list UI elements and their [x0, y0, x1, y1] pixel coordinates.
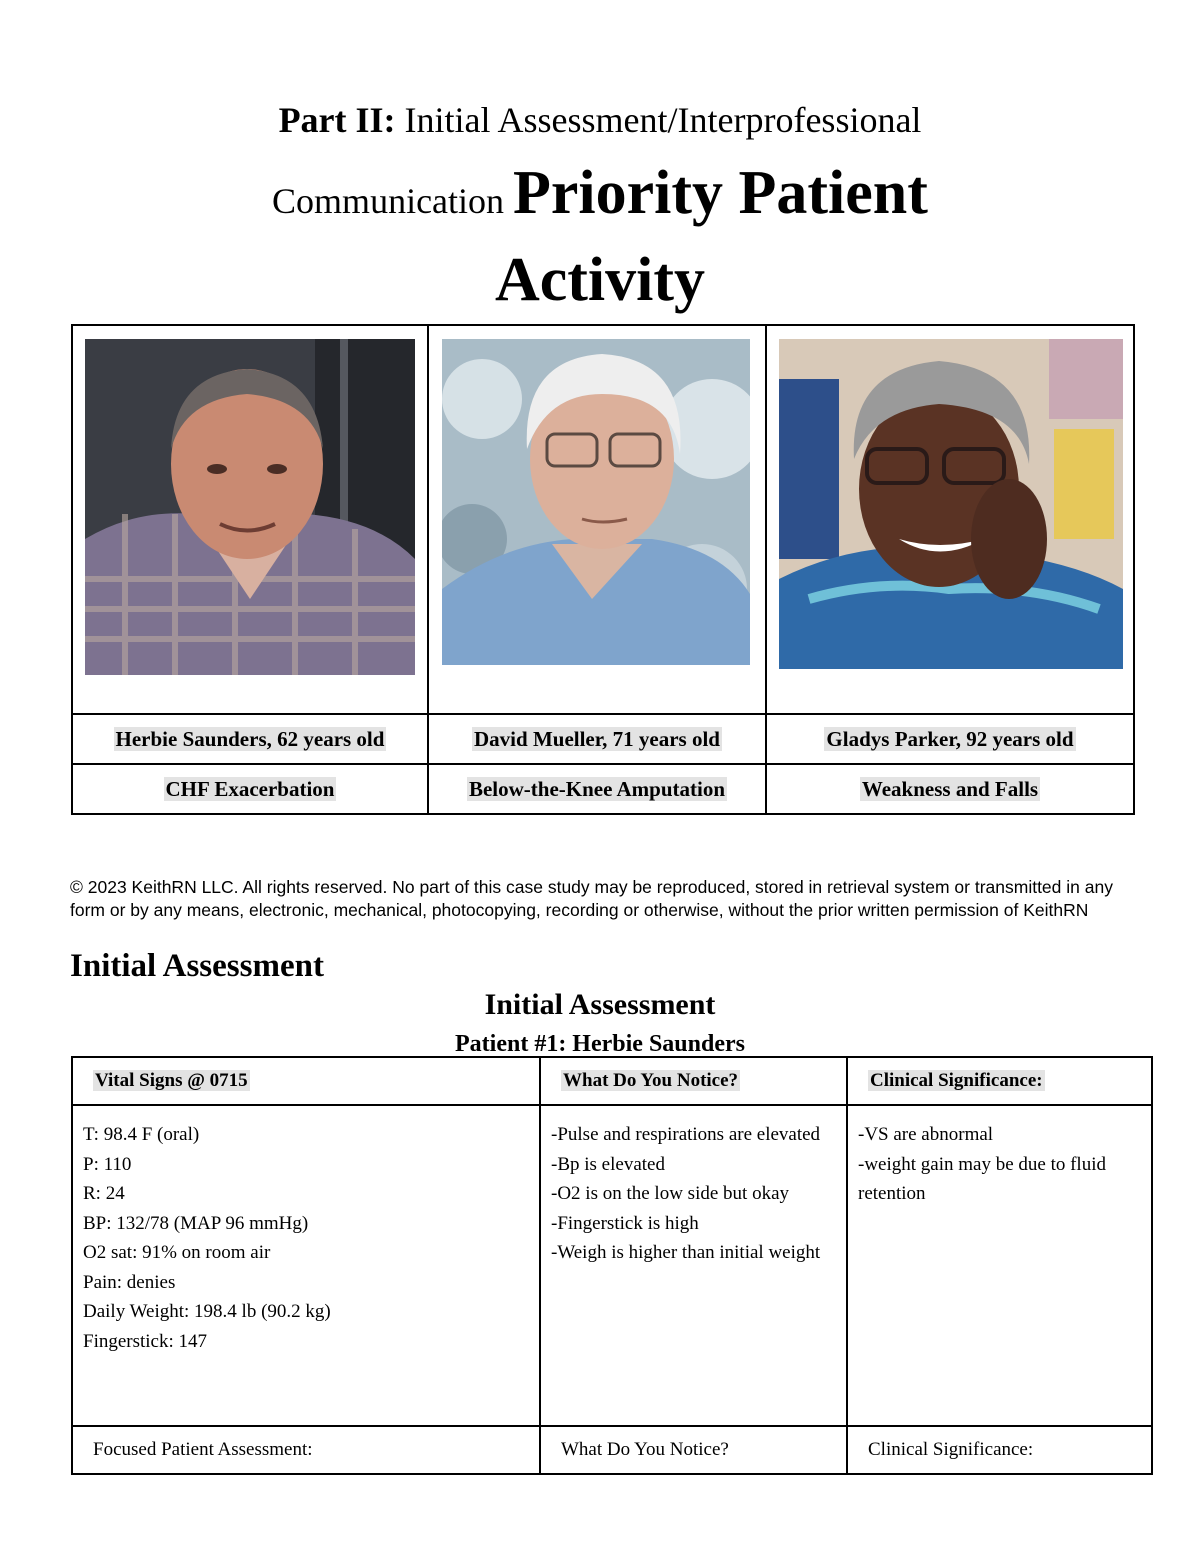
patient-photo-cell-2 — [428, 325, 766, 714]
notice-item: -Pulse and respirations are elevated — [551, 1124, 821, 1145]
part-label: Part II: — [278, 100, 396, 140]
vital-temperature: T: 98.4 F (oral) — [83, 1124, 200, 1145]
significance-item: -weight gain may be due to fluid retention — [858, 1153, 1106, 1204]
vital-respirations: R: 24 — [83, 1183, 125, 1204]
header-clinical-significance: Clinical Significance: — [847, 1057, 1152, 1105]
vitals-cell — [72, 1105, 540, 1426]
header-what-notice: What Do You Notice? — [540, 1057, 847, 1105]
notice-item: -Fingerstick is high — [551, 1212, 699, 1234]
patient-name-2: David Mueller, 71 years old — [428, 714, 766, 764]
vital-fingerstick: Fingerstick: 147 — [83, 1330, 208, 1352]
vital-bp: BP: 132/78 (MAP 96 mmHg) — [83, 1212, 309, 1234]
copyright-notice: © 2023 KeithRN LLC. All rights reserved. No part of this case study may be reproduced, stored in retrieval system or transmitted in any form or by any means, electronic, mechanical, photocopying, recording or otherwise, without the prior written permission of KeithRN — [70, 877, 1113, 920]
patient-photo-david — [442, 339, 750, 665]
patients-table — [71, 324, 1135, 815]
title-priority-patient: Priority Patient — [513, 159, 928, 227]
patient-photo-herbie — [85, 339, 415, 675]
notice-cell — [540, 1105, 847, 1426]
patient-diagnosis-1: CHF Exacerbation — [72, 764, 428, 814]
notice-item: -Bp is elevated — [551, 1153, 665, 1175]
patient-diagnosis-3: Weakness and Falls — [766, 764, 1134, 814]
vital-o2-sat: O2 sat: 91% on room air — [83, 1242, 271, 1263]
title-line-1 — [0, 98, 1200, 142]
patient-name-1: Herbie Saunders, 62 years old — [72, 714, 428, 764]
footer-clinical-significance: Clinical Significance: — [847, 1426, 1152, 1474]
title-line-2 — [0, 158, 1200, 229]
notice-item: -Weigh is higher than initial weight — [551, 1242, 821, 1263]
patient-photo-cell-3 — [766, 325, 1134, 714]
assessment-title: Initial Assessment — [484, 988, 716, 1021]
patient-diagnosis-2: Below-the-Knee Amputation — [428, 764, 766, 814]
header-vital-signs: Vital Signs @ 0715 — [72, 1057, 540, 1105]
patient-heading: Patient #1: Herbie Saunders — [455, 1031, 745, 1057]
significance-cell — [847, 1105, 1152, 1426]
assessment-table — [71, 1056, 1153, 1475]
notice-item: -O2 is on the low side but okay — [551, 1183, 790, 1204]
patient-photo-cell-1 — [72, 325, 428, 714]
section-heading: Initial Assessment — [70, 948, 324, 984]
footer-focused-assessment: Focused Patient Assessment: — [72, 1426, 540, 1474]
patient-photo-gladys — [779, 339, 1123, 669]
title-communication: Communication — [272, 181, 514, 221]
patient-name-3: Gladys Parker, 92 years old — [766, 714, 1134, 764]
title-subtitle: Initial Assessment/Interprofessional — [395, 100, 922, 140]
title-activity: Activity — [494, 246, 706, 314]
vital-pain: Pain: denies — [83, 1271, 176, 1293]
significance-item: -VS are abnormal — [858, 1124, 994, 1145]
footer-what-notice: What Do You Notice? — [540, 1426, 847, 1474]
vital-weight: Daily Weight: 198.4 lb (90.2 kg) — [83, 1301, 331, 1322]
vital-pulse: P: 110 — [83, 1153, 132, 1175]
